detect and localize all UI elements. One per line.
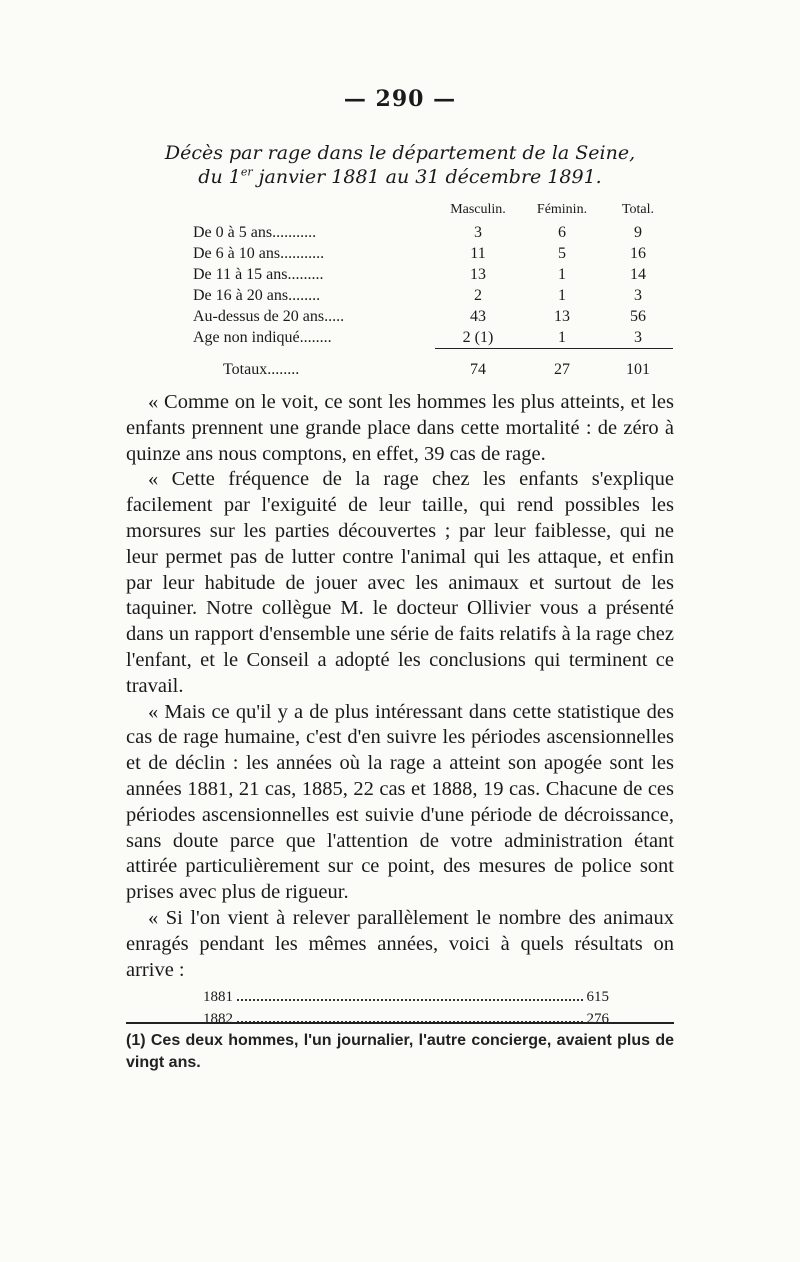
cell-total: 56 [630,307,646,325]
cell-masculin: 3 [474,223,482,241]
cell-total: 14 [630,265,646,283]
cell-feminin: 6 [558,223,566,241]
cell-feminin: 1 [558,286,566,304]
cell-feminin: 5 [558,244,566,262]
page-number: — 290 — [343,86,457,112]
header-total: Total. [621,202,655,217]
cell-feminin: 13 [554,307,570,325]
cell-feminin: 1 [558,328,566,346]
table-row [193,285,673,306]
paragraph: « Comme on le voit, ce sont les hommes les plus atteints, et les enfants prennent une grande place dans cette mortalité : de zéro à quinze ans nous comptons, en effet, 39 cas de rage. [126,391,674,465]
row-label: De 6 à 10 ans........... [193,244,325,262]
year-value: 615 [586,989,609,1005]
cell-total: 16 [630,244,646,262]
row-label: De 11 à 15 ans......... [193,265,324,283]
cell-total: 3 [634,328,642,346]
table-row [193,327,673,349]
year-value: 276 [586,1011,609,1027]
paragraph: « Si l'on vient à relever parallèlement le nombre des animaux enragés pendant les mêmes années, voici à quels résultats on arrive : [126,906,674,981]
cell-feminin: 1 [558,265,566,283]
deaths-table [193,198,673,385]
cell-masculin: 2 [474,286,482,304]
row-label: De 16 à 20 ans........ [193,286,321,304]
table-row [193,264,673,285]
paragraph: « Cette fréquence de la rage chez les enfants s'explique facilement par l'exiguité de leur taille, qui rend possibles les morsures sur les parties découvertes ; par leur faiblesse, qui ne leur permet pas de lutter contre l'animal qui les attaque, et enfin par leur habitude de jouer avec les animaux et surtout de les taquiner. Notre collègue M. le docteur Ollivier vous a présenté dans un rapport d'ensemble une série de faits relatifs à la rage chez l'enfant, et le Conseil a adopté les conclusions qui terminent ce travail. [126,468,674,697]
totals-label: Totaux........ [223,360,300,378]
table-row [193,222,673,243]
footnote: (1) Ces deux hommes, l'un journalier, l'autre concierge, avaient plus de vingt ans. [126,1032,674,1071]
header-feminin: Féminin. [536,202,588,217]
table-row [193,243,673,264]
cell-masculin: 2 (1) [462,328,494,346]
table-title-line-2: du 1er janvier 1881 au 31 décembre 1891. [198,165,602,188]
paragraph: « Mais ce qu'il y a de plus intéressant dans cette statistique des cas de rage humaine, c'est d'en suivre les périodes ascensionnelles et de déclin : les années où la rage a atteint son apogée sont les années 1881, 21 cas, 1885, 22 cas et 1888, 19 cas. Chacune de ces périodes ascensionnelles est suivie d'une période de décroissance, sans doute parce que l'attention de votre administration étant attirée particulièrement sur ce point, des mesures de police sont prises avec plus de rigueur. [126,700,674,904]
year-label: 1881 [203,989,233,1005]
dot-leader [237,999,583,1001]
table-title-line-1: Décès par rage dans le département de la Seine, [164,142,636,164]
table-header-row [193,198,673,222]
year-label: 1882 [203,1011,233,1027]
row-label: De 0 à 5 ans........... [193,223,317,241]
table-row [193,306,673,327]
row-label: Au-dessus de 20 ans..... [193,307,345,325]
cell-masculin: 43 [470,307,486,325]
cell-masculin: 13 [470,265,486,283]
cell-total: 3 [634,286,642,304]
footnote-rule [126,1022,674,1024]
total-overall: 101 [603,349,673,386]
header-masculin: Masculin. [450,202,506,217]
row-label: Age non indiqué........ [193,328,332,346]
total-feminin: 27 [521,349,603,386]
header-label [193,198,435,222]
year-row [203,989,609,1011]
body-text [126,390,674,983]
cell-total: 9 [634,223,642,241]
totals-row [193,349,673,386]
year-list [203,989,609,1033]
cell-masculin: 11 [470,244,486,262]
total-masculin: 74 [435,349,521,386]
